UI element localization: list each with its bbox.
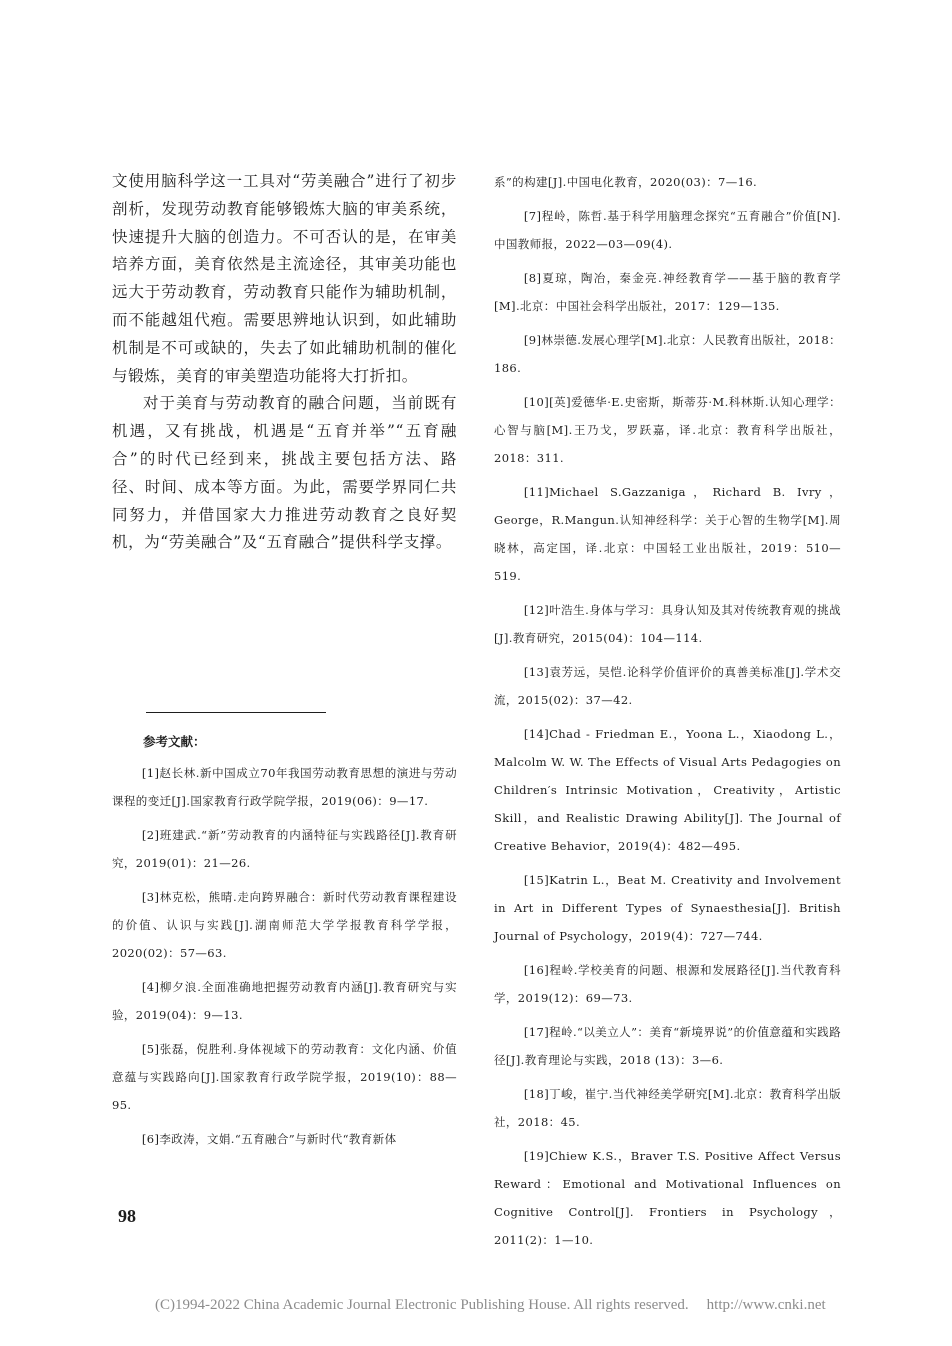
references-left-column [112,731,457,1159]
reference-divider [146,712,326,713]
reference-item: [6]李政涛，文娟.“五育融合”与新时代“教育新体 [141,1132,397,1146]
reference-item: [3]林克松，熊晴.走向跨界融合：新时代劳动教育课程建设的价值、认识与实践[J].湖南师范大学学报教育科学学报，2020(02)：57—63. [112,890,457,960]
reference-item-continued: 系”的构建[J].中国电化教育，2020(03)：7—16. [494,175,758,189]
copyright-text: (C)1994-2022 China Academic Journal Electronic Publishing House. All rights reserved. [155,1297,689,1313]
reference-item: [5]张磊，倪胜利.身体视域下的劳动教育：文化内涵、价值意蕴与实践路向[J].国家教育行政学院学报，2019(10)：88—95. [112,1042,457,1112]
body-text-column [112,168,457,557]
reference-item: [4]柳夕浪.全面准确地把握劳动教育内涵[J].教育研究与实验，2019(04)：9—13. [112,980,457,1022]
reference-item: [17]程岭.“以美立人”：美育“新境界说”的价值意蕴和实践路径[J].教育理论与实践，2018 (13)：3—6. [494,1025,841,1067]
reference-item: [15]Katrin L.，Beat M. Creativity and Involvement in Art in Different Types of Synaesthesia[J]. British Journal of Psychology，2019(4)：727—744. [494,873,841,943]
page-number: 98 [118,1206,136,1226]
footer-url[interactable]: http://www.cnki.net [706,1297,826,1313]
reference-item: [2]班建武.“新”劳动教育的内涵特征与实践路径[J].教育研究，2019(01)：21—26. [112,828,457,870]
reference-item: [10][英]爱德华·E.史密斯，斯蒂芬·M.科林斯.认知心理学：心智与脑[M].王乃戈，罗跃嘉，译.北京：教育科学出版社，2018：311. [494,395,841,465]
reference-item: [8]夏琼，陶冶，秦金亮.神经教育学——基于脑的教育学[M].北京：中国社会科学出版社，2017：129—135. [494,271,841,313]
references-heading: 参考文献： [143,734,206,749]
reference-item: [1]赵长林.新中国成立70年我国劳动教育思想的演进与劳动课程的变迁[J].国家教育行政学院学报，2019(06)：9—17. [112,766,457,808]
reference-item: [18]丁峻，崔宁.当代神经美学研究[M].北京：教育科学出版社，2018：45. [494,1087,841,1129]
reference-item: [13]袁芳远，吴恺.论科学价值评价的真善美标准[J].学术交流，2015(02)：37—42. [494,665,841,707]
reference-item: [9]林崇德.发展心理学[M].北京：人民教育出版社，2018：186. [494,333,841,375]
reference-item: [14]Chad - Friedman E.，Yoona L.，Xiaodong L.，Malcolm W. W. The Effects of Visual Arts Pedagogies on Children′s Intrinsic Motivation，Creativity，Artistic Skill，and Realistic Drawing Ability[J]. The Journal of Creative Behavior，2019(4)：482—495. [494,727,841,853]
reference-item: [11]Michael S.Gazzaniga，Richard B. Ivry，George，R.Mangun.认知神经科学：关于心智的生物学[M].周晓林，高定国，译.北京：中国轻工业出版社，2019：510—519. [494,485,841,583]
references-right-column [494,168,841,1260]
reference-item: [12]叶浩生.身体与学习：具身认知及其对传统教育观的挑战[J].教育研究，2015(04)：104—114. [494,603,841,645]
body-paragraph: 文使用脑科学这一工具对“劳美融合”进行了初步剖析，发现劳动教育能够锻炼大脑的审美系统，快速提升大脑的创造力。不可否认的是，在审美培养方面，美育依然是主流途径，其审美功能也远大于劳动教育，劳动教育只能作为辅助机制，而不能越俎代疱。需要思辨地认识到，如此辅助机制是不可或缺的，失去了如此辅助机制的催化与锻炼，美育的审美塑造功能将大打折扣。 [112,172,457,385]
copyright-footer [155,1297,826,1314]
reference-item: [16]程岭.学校美育的问题、根源和发展路径[J].当代教育科学，2019(12)：69—73. [494,963,841,1005]
reference-item: [19]Chiew K.S.，Braver T.S. Positive Affect Versus Reward：Emotional and Motivational Influences on Cognitive Control[J]. Frontiers in Psychology，2011(2)：1—10. [494,1149,841,1247]
body-paragraph: 对于美育与劳动教育的融合问题，当前既有机遇，又有挑战，机遇是“五育并举”“五育融合”的时代已经到来，挑战主要包括方法、路径、时间、成本等方面。为此，需要学界同仁共同努力，并借国家大力推进劳动教育之良好契机，为“劳美融合”及“五育融合”提供科学支撑。 [112,394,457,552]
reference-item: [7]程岭，陈哲.基于科学用脑理念探究“五育融合”价值[N].中国教师报，2022—03—09(4). [494,209,841,251]
